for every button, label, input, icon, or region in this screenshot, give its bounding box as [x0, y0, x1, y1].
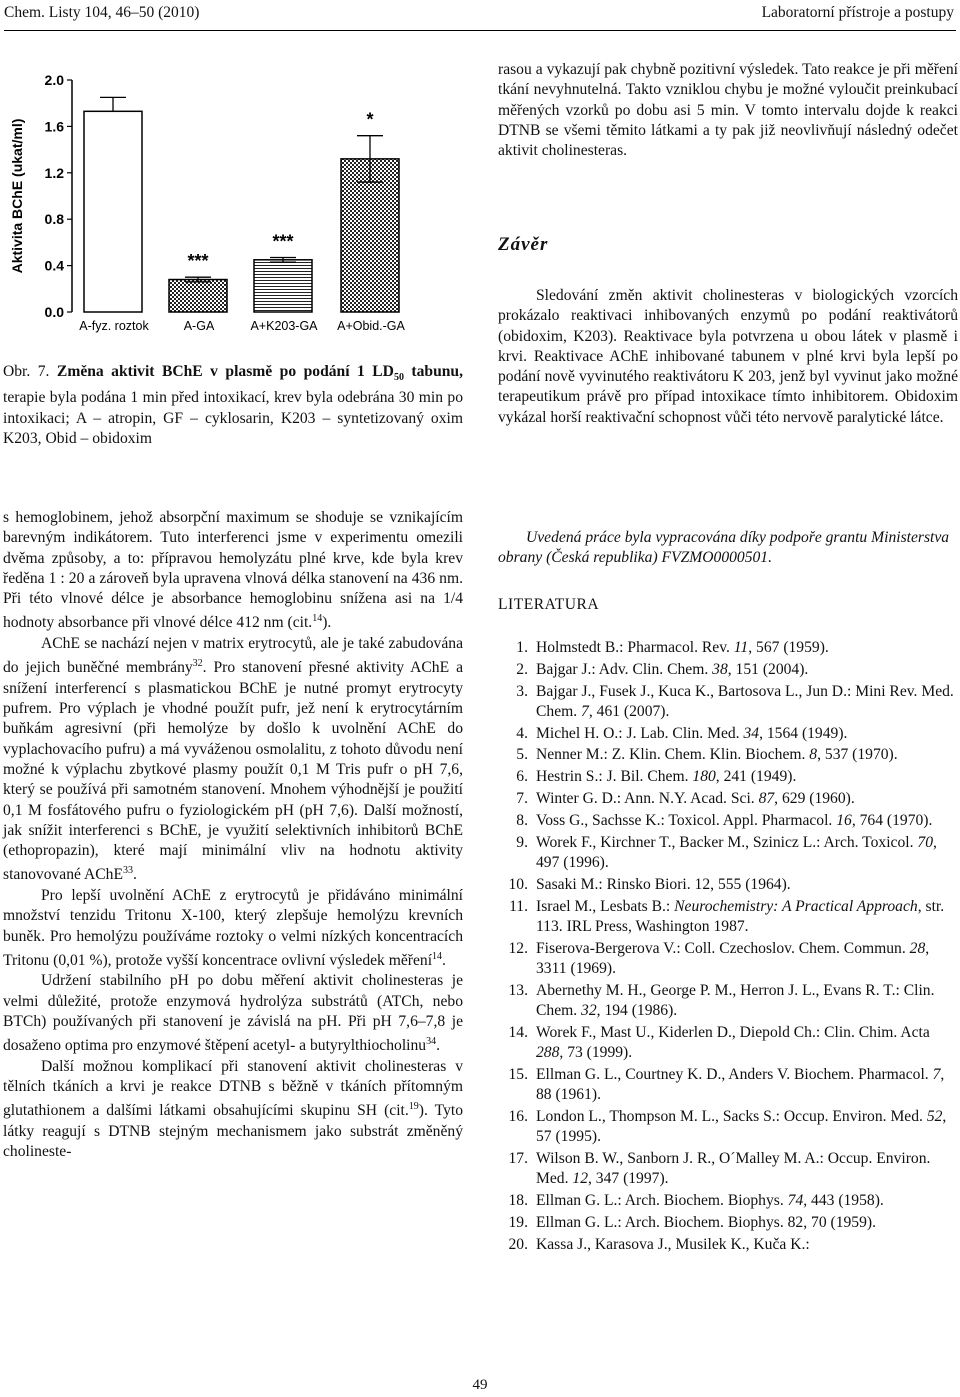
reference-number: 4. — [516, 724, 528, 742]
y-tick-label: 0.8 — [44, 211, 64, 228]
reference-item — [498, 1023, 958, 1064]
reference-number: 9. — [516, 833, 528, 851]
y-axis-label: Aktivita BChE (ukat/ml) — [9, 118, 25, 274]
reference-text: Ellman G. L.: Arch. Biochem. Biophys. 74, 443 (1958). — [536, 1192, 884, 1210]
reference-text: Abernethy M. H., George P. M., Herron J. L., Evans R. T.: Clin. Chem. 32, 194 (1986). — [536, 981, 935, 1020]
paragraph: s hemoglobinem, jehož absorpční maximum se shoduje se vznikajícím barevným indikátorem. Tuto interferenci jsme v experimentu omezili dvěma způsoby, a to: přípravou hemolyzátu plné krve, kde byla krev ředěna 1 : 20 a zároveň byla upravena vlnová délka stanovení na 436 nm. Při této vlnové délce je absorbance hemoglobinu snížena asi na 1/4 hodnoty absorbance při vlnové délce 412 nm (cit.$^{14}$). — [3, 509, 463, 632]
header-rule — [4, 30, 956, 31]
reference-text: Winter G. D.: Ann. N.Y. Acad. Sci. 87, 629 (1960). — [536, 790, 855, 808]
bche-activity-chart — [0, 40, 470, 360]
literature-heading: LITERATURA — [498, 596, 600, 613]
reference-text: Ellman G. L., Courtney K. D., Anders V. Biochem. Pharmacol. 7, 88 (1961). — [536, 1065, 945, 1104]
reference-text: Michel H. O.: J. Lab. Clin. Med. 34, 1564 (1949). — [536, 724, 848, 742]
reference-text: Hestrin S.: J. Bil. Chem. 180, 241 (1949). — [536, 768, 797, 786]
reference-number: 2. — [516, 660, 528, 678]
category-label: A-GA — [183, 319, 215, 333]
reference-item — [498, 638, 958, 658]
acknowledgement: Uvedená práce byla vypracována díky podpoře grantu Ministerstva obrany (Česká republika) FVZMO0000501. — [498, 529, 950, 567]
reference-item — [498, 1213, 958, 1233]
reference-number: 17. — [508, 1150, 528, 1168]
reference-item — [498, 1065, 958, 1106]
y-tick-label: 0.0 — [44, 304, 64, 320]
category-label: A-fyz. roztok — [79, 319, 149, 333]
category-label: A+K203-GA — [250, 319, 318, 333]
reference-number: 8. — [516, 811, 528, 829]
reference-text: Ellman G. L.: Arch. Biochem. Biophys. 82, 70 (1959). — [536, 1214, 876, 1232]
reference-number: 20. — [508, 1235, 528, 1253]
category-label: A+Obid.-GA — [337, 319, 405, 333]
reference-text: Israel M., Lesbats B.: Neurochemistry: A Practical Approach, str. 113. IRL Press, Washington 1987. — [536, 897, 945, 935]
reference-item — [498, 833, 958, 874]
reference-text: Nenner M.: Z. Klin. Chem. Klin. Biochem. 8, 537 (1970). — [536, 746, 898, 764]
reference-text: Holmstedt B.: Pharmacol. Rev. 11, 567 (1959). — [536, 639, 829, 656]
conclusion-heading: Závěr — [498, 234, 549, 255]
reference-text: Worek F., Kirchner T., Backer M., Szinicz L.: Arch. Toxicol. 70, 497 (1996). — [536, 833, 937, 871]
reference-item — [498, 939, 958, 980]
running-header — [4, 4, 954, 26]
reference-number: 18. — [508, 1192, 528, 1210]
reference-text: Worek F., Mast U., Kiderlen D., Diepold Ch.: Clin. Chim. Acta 288, 73 (1999). — [536, 1023, 930, 1062]
reference-text: Bajgar J.: Adv. Clin. Chem. 38, 151 (2004). — [536, 660, 809, 678]
reference-number: 1. — [516, 639, 528, 656]
reference-item — [498, 1107, 958, 1148]
figure-caption — [3, 362, 463, 449]
reference-item — [498, 767, 958, 787]
reference-number: 15. — [508, 1065, 528, 1083]
y-tick-label: 0.4 — [44, 257, 64, 274]
reference-number: 19. — [508, 1214, 528, 1232]
reference-item — [498, 897, 958, 938]
bar — [254, 260, 312, 312]
section-name: Laboratorní přístroje a postupy — [761, 4, 954, 21]
page-number: 49 — [472, 1377, 488, 1393]
caption-title: Změna aktivit BChE v plasmě po podání 1 $LD_{50}$ tabunu, — [56, 363, 463, 384]
reference-number: 12. — [508, 939, 528, 957]
reference-text: Bajgar J., Fusek J., Kuca K., Bartosova L., Jun D.: Mini Rev. Med. Chem. 7, 461 (2007). — [536, 682, 954, 720]
paragraph: AChE se nachází nejen v matrix erytrocytů, ale je také zabudována do jejich buněčné membrány$^{32}$. Pro stanovení přesné aktivity AChE a snížení interferencí s plasmatickou BChE je nutné promyt erytrocyty pufrem. Pro výplach je vhodné použít pufr, jež není k erytrocytárním buňkám agresivní (při hemolýze by došlo k uvolnění AChE do vyplachovacího pufru) a má vyváženou osmolalitu, z tohoto důvodu není možné k výplachu zbytkové plasmy použít 0,1 M Tris pufr o pH 7,6, který se používá při samotném stanovení. Mnohem výhodnější je použití 0,1 M fosfátového pufru o fyziologickém pH (pH 7,6). Další možností, jak snížit interferenci s BChE, je využití selektivních inhibitorů BChE (ethopropazin), které mají minimální vliv na hodnotu aktivity stanovované AChE$^{33}$. — [3, 634, 463, 884]
paragraph: rasou a vykazují pak chybně pozitivní výsledek. Tato reakce je při měření tkání nevyhnutelná. Takto vzniklou chybu je možné vyloučit preinkubací měřených vzorků po dobu asi 5 min. V tomto intervalu dojde k reakci DTNB se všemi těmito látkami a ty pak již neovlivňují následný odečet aktivit cholinesteras. — [498, 61, 958, 160]
reference-item — [498, 682, 958, 723]
reference-number: 13. — [508, 981, 528, 999]
reference-text: Fiserova-Bergerova V.: Coll. Czechoslov. Chem. Commun. 28, 3311 (1969). — [536, 939, 930, 977]
significance-marker: * — [366, 109, 374, 130]
reference-item — [498, 789, 958, 809]
bar — [84, 111, 142, 312]
paragraph: Další možnou komplikací při stanovení aktivit cholinesteras v tělních tkáních a krvi je reakce DTNB s běžně v tkáních přítomným glutathionem a dalšími látkami obsahujícími skupinu SH (cit.$^{19}$). Tyto látky reagují s DTNB stejným mechanismem jako substrát změněný cholineste- — [3, 1057, 463, 1161]
y-tick-label: 1.6 — [44, 118, 64, 135]
reference-number: 16. — [508, 1108, 528, 1126]
reference-number: 3. — [516, 682, 528, 700]
reference-text: Wilson B. W., Sanborn J. R., O´Malley M. A.: Occup. Environ. Med. 12, 347 (1997). — [536, 1150, 931, 1188]
paragraph: Udržení stabilního pH po dobu měření aktivit cholinesteras je velmi důležité, protože enzymová hydrolýza substrátů (ATCh, nebo BTCh) používaných při stanovení je závislá na pH. Při pH 7,6–7,8 je dosaženo optima pro enzymové štěpení acetyl- a butyrylthiocholinu$^{34}$. — [3, 972, 463, 1055]
y-tick-label: 1.2 — [44, 164, 64, 181]
reference-item — [498, 1149, 958, 1190]
reference-text: Sasaki M.: Rinsko Biori. 12, 555 (1964). — [536, 875, 791, 893]
left-column-body — [3, 508, 463, 1162]
significance-marker: *** — [272, 231, 294, 252]
journal-citation: Chem. Listy 104, 46–50 (2010) — [4, 4, 200, 21]
bar — [169, 280, 227, 312]
reference-item — [498, 811, 958, 831]
reference-item — [498, 1191, 958, 1211]
reference-number: 7. — [516, 790, 528, 808]
reference-number: 10. — [508, 875, 528, 893]
significance-marker: *** — [187, 251, 209, 272]
right-column-continuation — [498, 60, 958, 161]
reference-item — [498, 875, 958, 895]
y-tick-label: 2.0 — [44, 72, 64, 88]
paragraph: Pro lepší uvolnění AChE z erytrocytů je přidáváno minimální množství tenzidu Tritonu X-100, který zlepšuje hemolýzu krevních buněk. Pro hemolýzu používáme roztoky o velmi nízkých koncentracích Tritonu (0,01 %), protože vyšší koncentrace ovlivní výsledek měření$^{14}$. — [3, 886, 463, 969]
reference-list — [498, 638, 958, 1257]
reference-item — [498, 981, 958, 1022]
reference-number: 5. — [516, 746, 528, 764]
reference-number: 11. — [509, 897, 528, 915]
caption-figure-number: Obr. 7. — [3, 363, 50, 380]
reference-item — [498, 724, 958, 744]
reference-number: 14. — [508, 1023, 528, 1041]
reference-item — [498, 1235, 958, 1255]
reference-number: 6. — [516, 768, 528, 786]
reference-text: Voss G., Sachsse K.: Toxicol. Appl. Pharmacol. 16, 764 (1970). — [536, 811, 933, 829]
reference-text: London L., Thompson M. L., Sacks S.: Occup. Environ. Med. 52, 57 (1995). — [536, 1108, 947, 1146]
caption-text: terapie byla podána 1 min před intoxikací, krev byla odebrána 30 min po intoxikaci; A – atropin, GF – cyklosarin, K203 – syntetizovaný oxim K203, Obid – obidoxim — [3, 389, 463, 447]
reference-item — [498, 745, 958, 765]
conclusion-text: Sledování změn aktivit cholinesteras v biologických vzorcích prokázalo reaktivaci inhibovaných enzymů po podání reaktivátorů (obidoxim, K203). Reaktivace byla potvrzena u obou látek v plasmě i krvi. Reaktivace AChE inhibované tabunem v plné krvi byla lepší po podání nově vyvinutého reaktivátoru K 203, jenž byl vyvinut jako možné terapeutikum právě pro případ intoxikace tímto inhibitorem. Obidoxim vykázal horší reaktivační schopnost vůči této nervově paralytické látce. — [498, 287, 958, 426]
reference-text: Kassa J., Karasova J., Musilek K., Kuča K.: — [536, 1235, 810, 1253]
reference-item — [498, 660, 958, 680]
